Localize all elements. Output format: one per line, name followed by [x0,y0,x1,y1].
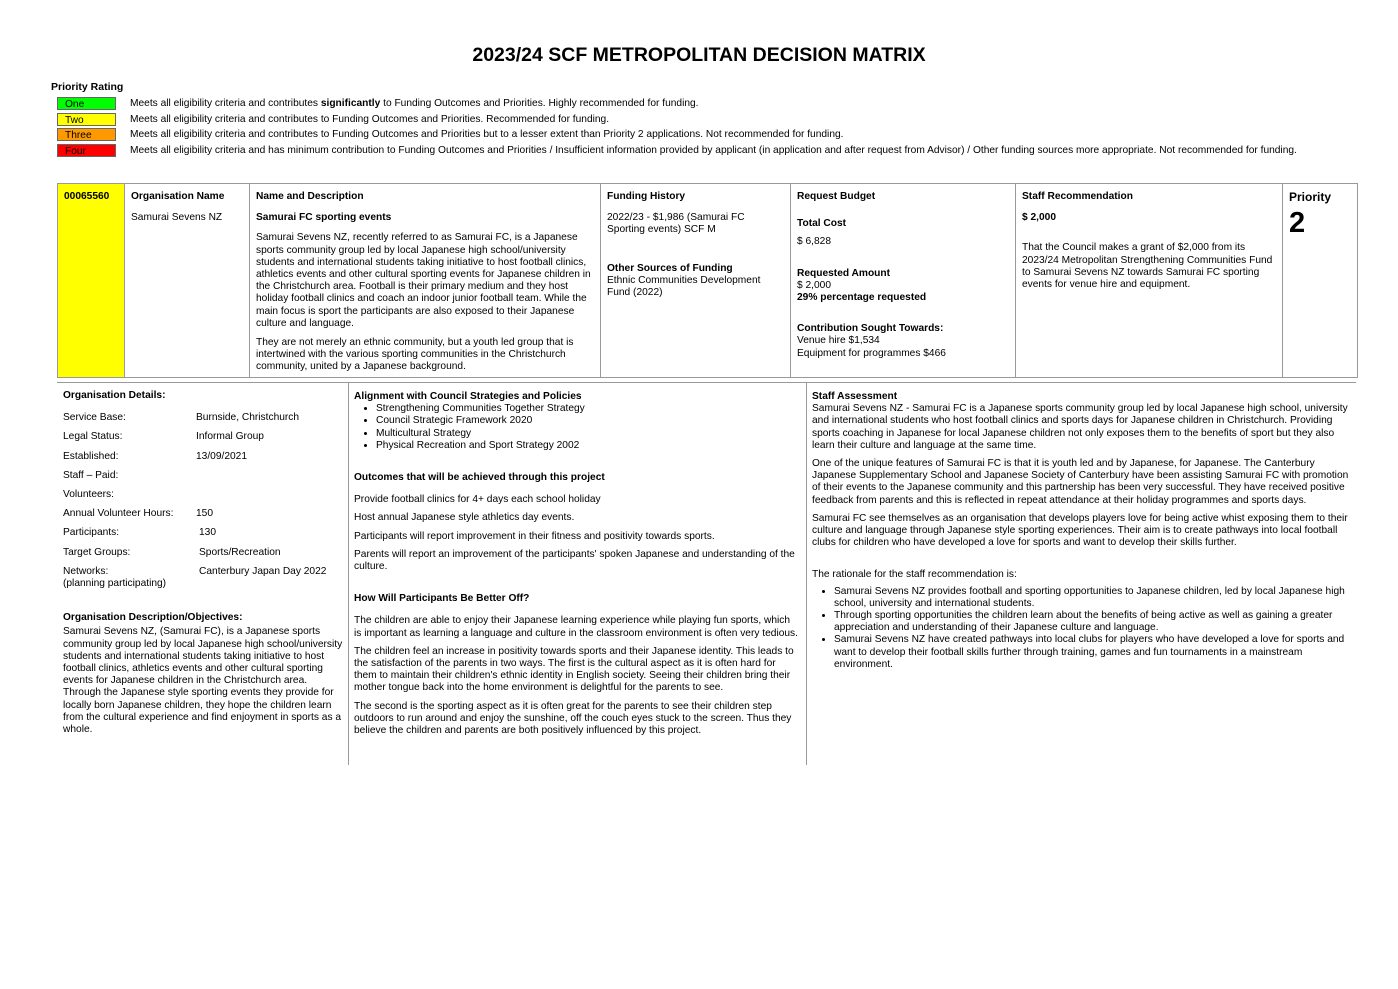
name-description-label: Name and Description [256,191,364,202]
detail-row [63,489,343,501]
outcome-item: Host annual Japanese style athletics day events. [354,512,575,524]
page-title: 2023/24 SCF METROPOLITAN DECISION MATRIX [472,44,926,66]
contribution-venue: Venue hire $1,534 [797,335,880,347]
requested-amount-label: Requested Amount [797,267,891,279]
org-details-heading: Organisation Details: [63,390,166,401]
detail-row [63,431,343,443]
legend-text-one [130,97,1317,110]
application-table [57,183,1358,378]
staff-rec-label: Staff Recommendation [1022,191,1133,202]
column-divider-1 [348,383,349,765]
column-divider-2 [806,383,807,765]
list-item: • Strengthening Communities Together Strategy [376,403,800,415]
request-budget-cell [791,184,1016,378]
assessment-para: One of the unique features of Samurai FC is that it is youth led and by Japanese, for Japanese. The Canterbury Japanese Supplementary School and Japanese Society of Canterbury have been assisting Samurai FC with promotion of their events to the Japanese community and this partnership has been very successful. They have received positive feedback from parents and this is reflected in repeat attendance at their holiday programmes and sports days. [812,458,1349,506]
staff-recommendation-cell [1016,184,1283,378]
detail-key: Legal Status: [63,431,123,443]
list-item: • Physical Recreation and Sport Strategy 2002 [376,440,800,452]
better-off-para: The children are able to enjoy their Japanese learning experience while playing fun sports, which is important as learning a language and culture in the classroom environment is often very tedious. [354,615,798,639]
alignment-list [354,403,800,452]
other-sources-label: Other Sources of Funding [607,262,733,274]
legend-row-three [57,128,1317,141]
percentage-requested: 29% percentage requested [797,292,927,304]
outcome-item: Participants will report improvement in their fitness and positivity towards sports. [354,530,715,542]
detail-row [63,470,343,482]
list-item: • Council Strategic Framework 2020 [376,415,800,427]
funding-history-label: Funding History [607,191,686,202]
staff-assessment-section [812,390,1352,671]
request-budget-label: Request Budget [797,191,876,202]
legend-row-two [57,113,1317,126]
detail-key: Service Base: [63,412,126,424]
assessment-para: Samurai Sevens NZ - Samurai FC is a Japanese sports community group led by local Japanese high school, university and international students who host football clinics and sports days for Japanese children in Christchurch. Providing sports coaching in Japanese for local Japanese children not only exposes them to the benefits of sport but they also learn their culture and language at the same time. [812,403,1348,451]
outcome-item: Parents will report an improvement of the participants' spoken Japanese and understanding of the culture. [354,548,795,573]
detail-value: Burnside, Christchurch [196,412,300,424]
legend-swatch-two: Two [57,113,116,126]
legend-swatch-one: One [57,97,116,110]
better-off-para: The second is the sporting aspect as it is often great for the parents to see their children step outdoors to run around and enjoy the sunshine, off the couch eyes stuck to the screen. Thus they believe the children and parents are both positively influenced by this project. [354,700,792,737]
detail-key: Established: [63,450,119,462]
alignment-section [354,390,800,743]
priority-cell [1283,184,1358,378]
detail-value: 13/09/2021 [196,450,247,462]
list-item: • Samurai Sevens NZ provides football and sporting opportunities to Japanese children, led by local Japanese high school, university and international students. [834,586,1352,610]
detail-row [63,566,343,578]
detail-row [63,508,343,520]
networks-sub: (planning participating) [63,578,167,590]
staff-rec-text: That the Council makes a grant of $2,000 from its 2023/24 Metropolitan Strengthening Communities Fund to Samurai Sevens NZ towards Samurai FC sporting events for venue hire and equipment. [1022,242,1273,291]
application-id: 00065560 [64,191,110,202]
funding-history-cell [601,184,791,378]
list-item: • Through sporting opportunities the children learn about the benefits of being active as well as gaining a greater appreciation and understanding of their Japanese culture and language. [834,610,1352,634]
org-description: Samurai Sevens NZ, (Samurai FC), is a Japanese sports community group led by local Japanese high school/university students and international students taking initiative to host football clinics, athletics events and other cultural sporting events for Japanese children in the Christchurch area. Through the Japanese style sporting events they provide for locally born Japanese children, they hope the children learn from the cultural experience and find enjoyment in sports as a whole. [63,626,343,736]
outcome-item: Provide football clinics for 4+ days each school holiday [354,494,601,506]
rationale-intro: The rationale for the staff recommendation is: [812,569,1017,581]
org-name: Samurai Sevens NZ [131,212,223,224]
org-name-cell [125,184,250,378]
detail-value: Informal Group [196,431,264,443]
rationale-list [812,586,1352,671]
legend-text-three: Meets all eligibility criteria and contributes to Funding Outcomes and Priorities but to a lesser extent than Priority 2 applications. Not recommended for funding. [130,129,844,140]
detail-key: Annual Volunteer Hours: [63,508,174,520]
staff-assessment-heading: Staff Assessment [812,391,898,402]
priority-label: Priority [1289,190,1332,204]
detail-key: Networks: [63,565,109,577]
staff-rec-amount: $ 2,000 [1022,212,1056,224]
detail-row [63,547,343,559]
org-name-label: Organisation Name [131,191,225,202]
assessment-para: Samurai FC see themselves as an organisation that develops players love for being active whist exposing them to their culture and language through Japanese style sporting experiences. Their aim is to create pathways into local football clubs for children who have developed a love for sports and want to develop their skills further. [812,512,1348,549]
application-id-cell [58,184,125,378]
org-description-heading: Organisation Description/Objectives: [63,612,243,624]
contribution-label: Contribution Sought Towards: [797,323,944,335]
detail-key: Participants: [63,527,120,539]
legend-row-four [57,144,1317,157]
requested-amount: $ 2,000 [797,279,831,291]
detail-key: Target Groups: [63,546,131,558]
org-details-section [63,390,343,736]
legend-text-four: Meets all eligibility criteria and has minimum contribution to Funding Outcomes and Priorities / Insufficient information provided by applicant (in application and after request from Advisor) / Other funding sources more appropriate. Not recommended for funding. [130,144,1297,156]
section-divider [57,382,1356,383]
detail-value: Canterbury Japan Day 2022 [199,565,327,577]
list-item: • Multicultural Strategy [376,428,800,440]
project-name: Samurai FC sporting events [256,212,392,224]
legend-text-one-a: Meets all eligibility criteria and contributes [130,98,321,109]
better-off-heading: How Will Participants Be Better Off? [354,593,530,605]
detail-value: Sports/Recreation [199,546,281,558]
legend-text-one-b: significantly [320,98,381,109]
legend-swatch-three: Three [57,128,116,141]
legend-text-two: Meets all eligibility criteria and contributes to Funding Outcomes and Priorities. Recommended for funding. [130,113,610,125]
priority-value: 2 [1289,207,1306,240]
detail-key: Staff – Paid: [63,469,119,481]
detail-key: Volunteers: [63,489,114,501]
total-cost-label: Total Cost [797,218,847,230]
detail-row [63,412,343,424]
detail-value: 150 [196,508,213,520]
priority-rating-heading: Priority Rating [51,81,124,93]
priority-legend [57,97,1317,159]
description-p2: They are not merely an ethnic community, but a youth led group that is intertwined with the various sporting communities in the Christchurch community, united by a Japanese background. [256,337,574,373]
list-item: • Samurai Sevens NZ have created pathways into local clubs for players who have developed a love for sports and want to develop their football skills further through training, games and fun tournaments in a mainstream environment. [834,634,1352,671]
other-sources: Ethnic Communities Development Fund (2022) [607,274,761,299]
legend-row-one [57,97,1317,110]
contribution-equipment: Equipment for programmes $466 [797,347,946,359]
detail-row [63,527,343,539]
detail-value: 130 [199,527,216,539]
alignment-heading: Alignment with Council Strategies and Policies [354,391,582,402]
legend-text-one-c: to Funding Outcomes and Priorities. Highly recommended for funding. [380,98,699,109]
description-p1: Samurai Sevens NZ, recently referred to as Samurai FC, is a Japanese sports community group led by local Japanese high school/university students and international students taking initiative to host football clinics, athletics events and other cultural sporting events for Japanese children in the Christchurch area. Football is their primary medium and they host holiday football clinics and coach an indoor junior football team. While the main focus is sport the participants are also exposed to their Japanese culture and language. [256,232,591,329]
better-off-para: The children feel an increase in positivity towards sports and their Japanese identity. This leads to the satisfaction of the parents in two ways. The first is the cultural aspect as it is often hard for them to maintain their children's ethnic identity in English society. Seeing their children bring their mother tongue back into the home environment is delightful for the parents to see. [354,645,794,694]
name-description-cell [250,184,601,378]
legend-swatch-four: Four [57,144,116,157]
funding-history: 2022/23 - $1,986 (Samurai FC Sporting events) SCF M [607,212,745,236]
outcomes-heading: Outcomes that will be achieved through this project [354,472,605,484]
detail-row [63,451,343,463]
total-cost: $ 6,828 [797,236,831,248]
